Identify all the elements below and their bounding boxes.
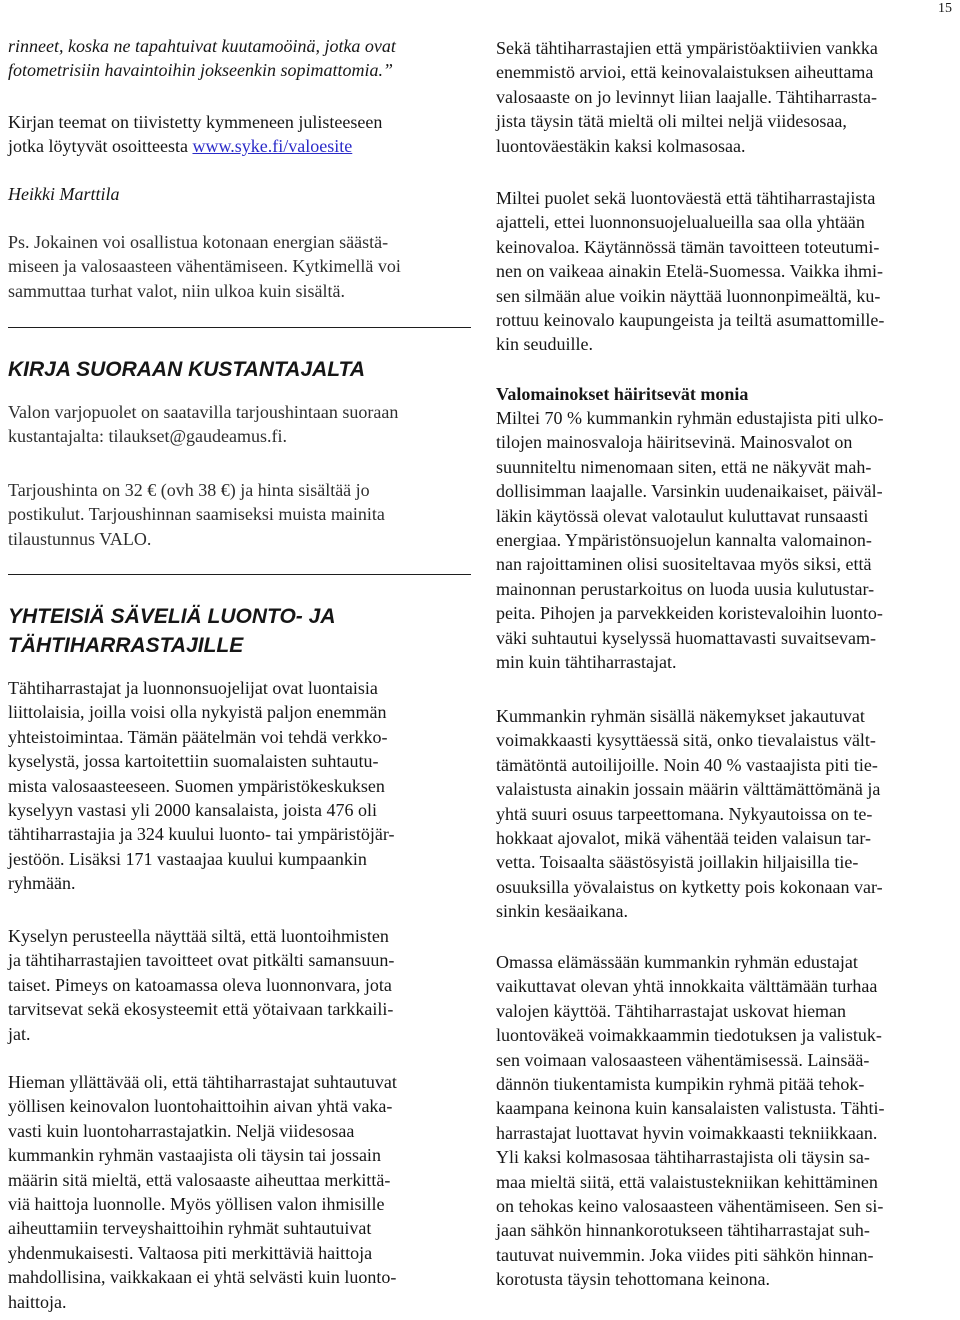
paragraph-line: yöllisen keinovalon luontohaittoihin aivan yhtä vaka-: [8, 1096, 393, 1117]
paragraph-line: luontoväkeä voimakkaammin tiedotuksen ja valistuk-: [496, 1025, 882, 1046]
paragraph-line: min kuin tähtiharrastajat.: [496, 651, 677, 672]
paragraph-line: osuuksilla yövalaistus on kytketty pois kokonaan var-: [496, 876, 883, 897]
paragraph-line: yhteistoimintaa. Tämän päätelmän voi tehdä verkko-: [8, 726, 388, 747]
paragraph-line: dollisimman laajalle. Varsinkin uudenaikaiset, päiväl-: [496, 481, 883, 502]
heading-line: YHTEISIÄ SÄVELIÄ LUONTO- JA: [8, 605, 336, 628]
paragraph-line: läkin käytössä olevat valotaulut kuluttavat runsaasti: [496, 505, 869, 526]
paragraph-line: vetta. Toisaalta säästösyistä joillakin hiljaisilla tie-: [496, 852, 859, 873]
divider-line: [8, 327, 471, 328]
paragraph-line: liittolaisia, joilla voisi olla nykyistä paljon enemmän: [8, 702, 387, 723]
author-signature-block: [8, 182, 470, 206]
paragraph-line: maa mieltä siitä, että valaistustekniikan kehittäminen: [496, 1171, 878, 1192]
heading-line: KIRJA SUORAAN KUSTANTAJALTA: [8, 358, 365, 381]
posters-paragraph: [8, 110, 470, 159]
paragraph-line: on tehokas keino valosaasteen vähentämiseen. Sen si-: [496, 1195, 884, 1216]
offer-price-paragraph: [8, 478, 470, 551]
body-paragraph: [496, 950, 954, 1291]
paragraph-line: Valon varjopuolet on saatavilla tarjoushintaan suoraan: [8, 402, 399, 422]
paragraph-line: kaampana keinona kuin kansalaisten valistusta. Tähti-: [496, 1098, 885, 1119]
paragraph-line: keinovaloa. Käytännössä tämän tavoitteen toteutumi-: [496, 236, 880, 257]
paragraph-line: mahdollisina, vaikkakaan ei yhtä selvästi kuin luonto-: [8, 1267, 397, 1288]
paragraph-line: kummankin ryhmän vastaajista oli täysin tai jossain: [8, 1145, 381, 1166]
body-paragraph: [8, 676, 470, 896]
paragraph-line: harrastajat luottavat hyvin voimakkaasti tekniikkaan.: [496, 1122, 878, 1143]
paragraph-line: ja tähtiharrastajien tavoitteet ovat pitkälti samansuun-: [8, 950, 395, 971]
paragraph-line: hokkaat ajovalot, mikä vähentää teiden valaisun tar-: [496, 827, 871, 848]
paragraph-line: kyselystä, jossa kartoitettiin suomalaisten suhtautu-: [8, 751, 379, 772]
paragraph-line: enemmistö arvioi, että keinovalaistuksen aiheuttama: [496, 62, 874, 83]
paragraph-line: taiset. Pimeys on katoamassa oleva luonnonvara, jota: [8, 974, 392, 995]
author-signature: Heikki Marttila: [8, 184, 120, 204]
paragraph-line: ryhmään.: [8, 873, 76, 894]
subheading: Valomainokset häiritsevät monia: [496, 384, 749, 404]
paragraph-line: Sekä tähtiharrastajien että ympäristöaktiivien vankka: [496, 38, 878, 58]
paragraph-line: tähtiharrastajia ja 324 kuului luonto- tai ympäristöjär-: [8, 824, 395, 845]
paragraph-line: fotometrisiin havaintoihin jokseenkin sopimattomia.”: [8, 60, 393, 81]
paragraph-line: suunniteltu nimenomaan siten, että ne näkyvät mah-: [496, 456, 872, 477]
paragraph-line: Miltei puolet sekä luontoväestä että tähtiharrastajista: [496, 188, 876, 208]
intro-paragraph: [8, 34, 470, 83]
paragraph-line: kustantajalta: tilaukset@gaudeamus.fi.: [8, 426, 287, 447]
body-paragraph: [496, 406, 954, 674]
paragraph-line: Kyselyn perusteella näyttää siltä, että luontoihmisten: [8, 926, 389, 946]
paragraph-line: korotusta täysin tehottomana keinona.: [496, 1269, 770, 1290]
subheading-block: [496, 382, 954, 406]
paragraph-line: tämätöntä autoilijoille. Noin 40 % vastaajista piti tie-: [496, 754, 878, 775]
paragraph-line: nan rajoittaminen olisi suositeltavaa myös siksi, että: [496, 554, 872, 575]
paragraph-line: Kummankin ryhmän sisällä näkemykset jakautuvat: [496, 706, 865, 726]
paragraph-line: luontoväestäkin kaksi kolmasosaa.: [496, 135, 746, 156]
paragraph-line: Miltei 70 % kummankin ryhmän edustajista piti ulko-: [496, 408, 884, 428]
paragraph-line: nen on vaikeaa ainakin Etelä-Suomessa. Vaikka ihmi-: [496, 261, 884, 282]
paragraph-line: vasti kuin luontoharrastajatkin. Neljä viidesosaa: [8, 1120, 355, 1141]
valoesite-link[interactable]: www.syke.fi/valoesite: [192, 136, 353, 157]
paragraph-line: valosaaste on jo levinnyt liian laajalle. Tähtiharrasta-: [496, 86, 878, 107]
paragraph-line: vaikuttavat olevan yhtä innokkaita välttämään turhaa: [496, 976, 878, 997]
paragraph-line: tarvitsevat sekä ekosysteemit että yötaivaan tarkkaili-: [8, 999, 394, 1020]
ps-paragraph: [8, 230, 470, 303]
paragraph-line: tautuvat nuivemmin. Joka viides piti sähkön hinnan-: [496, 1244, 874, 1265]
section-heading-kirja: [8, 355, 470, 384]
paragraph-line: viä haittoja luonnolle. Myös yöllisen valon ihmisille: [8, 1193, 385, 1214]
paragraph-line: dännön tiukentamista kumpikin ryhmä pitää tehok-: [496, 1073, 865, 1094]
paragraph-line: Kirjan teemat on tiivistetty kymmeneen julisteeseen: [8, 112, 383, 132]
paragraph-line: sen silmään alue voikin näyttää luonnonpimeältä, ku-: [496, 285, 881, 306]
paragraph-line: peita. Pihojen ja parvekkeiden koristevaloihin luonto-: [496, 603, 883, 624]
paragraph-line: määrin sitä mieltä, että valosaaste aiheuttaa merkittä-: [8, 1169, 391, 1190]
paragraph-line: miseen ja valosaasteen vähentämiseen. Kytkimellä voi: [8, 256, 401, 277]
paragraph-line: rinneet, koska ne tapahtuivat kuutamoöinä, jotka ovat: [8, 36, 396, 56]
paragraph-line: mainonnan perustarkoitus on luoda uusia kulutustar-: [496, 578, 875, 599]
paragraph-line: voimakkaasti kysyttäessä sitä, onko tievalaistus vält-: [496, 730, 876, 751]
paragraph-line: tilaustunnus VALO.: [8, 528, 152, 549]
paragraph-line: jista täysin tätä mieltä oli miltei neljä viidesosaa,: [496, 111, 847, 132]
paragraph-line: väki suhtautui kyselyssä huomattavasti suvaitsevam-: [496, 627, 876, 648]
paragraph-line: Omassa elämässään kummankin ryhmän edustajat: [496, 952, 858, 972]
paragraph-line: Yli kaksi kolmasosaa tähtiharrastajista oli täysin sa-: [496, 1147, 870, 1168]
paragraph-line: Ps. Jokainen voi osallistua kotonaan energian säästä-: [8, 232, 389, 252]
paragraph-line: Tähtiharrastajat ja luonnonsuojelijat ovat luontaisia: [8, 678, 378, 698]
body-paragraph: [8, 924, 470, 1046]
paragraph-line-text: jotka löytyvät osoitteesta: [8, 136, 193, 157]
paragraph-line: jaan sähkön hinnankorotukseen tähtiharrastajat suh-: [496, 1220, 870, 1241]
body-paragraph: [8, 1070, 470, 1314]
body-paragraph: [496, 186, 954, 357]
paragraph-line: sammuttaa turhat valot, niin ulkoa kuin sisältä.: [8, 280, 345, 301]
section-heading-yhteisia: [8, 602, 470, 660]
paragraph-line: aiheuttamiin terveyshaittoihin ryhmät suhtautuivat: [8, 1218, 372, 1239]
paragraph-line: yhdenmukaisesti. Valtaosa piti merkittäviä haittoja: [8, 1242, 373, 1263]
paragraph-line: rottuu keinovalo kaupungeista ja teiltä asumattomille-: [496, 309, 885, 330]
paragraph-line: Hieman yllättävää oli, että tähtiharrastajat suhtautuvat: [8, 1072, 397, 1092]
paragraph-line: [8, 134, 470, 158]
paragraph-line: haittoja.: [8, 1291, 67, 1312]
paragraph-line: sinkin kesäaikana.: [496, 901, 628, 922]
paragraph-line: valaistusta ainakin jossain määrin välttämättömänä ja: [496, 779, 881, 800]
page-number: 15: [938, 1, 952, 16]
paragraph-line: mista valosaasteeseen. Suomen ympäristökeskuksen: [8, 775, 385, 796]
paragraph-line: Tarjoushinta on 32 € (ovh 38 €) ja hinta sisältää jo: [8, 480, 370, 500]
paragraph-line: postikulut. Tarjoushinnan saamiseksi muista mainita: [8, 504, 385, 525]
heading-line: TÄHTIHARRASTAJILLE: [8, 634, 244, 657]
paragraph-line: yhtä suuri osuus tarpeettomana. Nykyautoissa on te-: [496, 803, 873, 824]
paragraph-line: energiaa. Ympäristönsuojelun kannalta valomainon-: [496, 529, 872, 550]
paragraph-line: kyselyyn vastasi yli 2000 kansalaista, joista 476 oli: [8, 799, 377, 820]
publisher-paragraph: [8, 400, 470, 449]
paragraph-line: ajatteli, ettei luonnonsuojelualueilla saa olla yhtään: [496, 212, 865, 233]
body-paragraph: [496, 704, 954, 924]
paragraph-line: jat.: [8, 1023, 31, 1044]
paragraph-line: kin seuduille.: [496, 334, 593, 355]
paragraph-line: jestöön. Lisäksi 171 vastaajaa kuului kumpaankin: [8, 848, 367, 869]
paragraph-line: sen voimaan valosaasteen vähentämisessä. Lainsää-: [496, 1049, 870, 1070]
body-paragraph: [496, 36, 954, 158]
paragraph-line: valojen käyttöä. Tähtiharrastajat uskovat hieman: [496, 1000, 847, 1021]
divider-line: [8, 574, 471, 575]
paragraph-line: tilojen mainosvaloja häiritsevinä. Mainosvalot on: [496, 432, 853, 453]
